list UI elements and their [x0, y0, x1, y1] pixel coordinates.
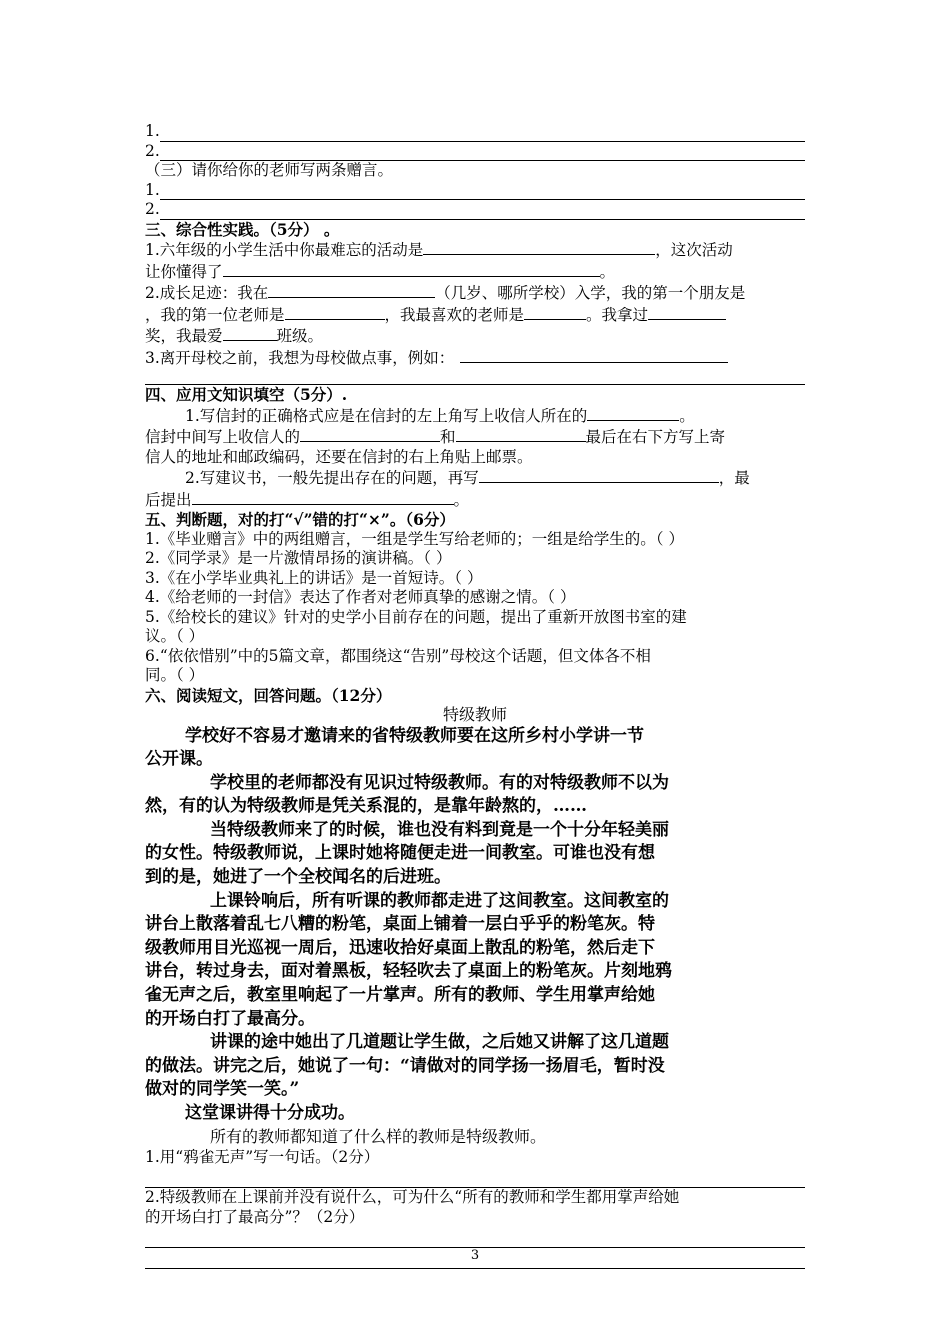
blank[interactable]	[423, 239, 655, 255]
question: 信人的地址和邮政编码，还要在信封的右上角贴上邮票。	[145, 447, 533, 466]
judgement-item: 6.“依依惜别”中的5篇文章，都围绕这“告别”母校这个话题，但文体各不相	[145, 646, 651, 665]
story-line: 所有的教师都知道了什么样的教师是特级教师。	[210, 1126, 547, 1146]
judgement-item: 议。（ ）	[145, 627, 205, 645]
question: 3.离开母校之前，我想为母校做点事，例如：	[145, 347, 805, 369]
judgement-item: 2.《同学录》是一片激情昂扬的演讲稿。（ ）	[145, 549, 452, 567]
section-title: 三、综合性实践。（5分） 。	[145, 219, 340, 239]
story-line: 的开场白打了最高分。	[145, 1008, 315, 1029]
story-line: 讲台，转过身去，面对着黑板，轻轻吹去了桌面上的粉笔灰。片刻地鸦	[145, 961, 672, 982]
answer-line[interactable]	[145, 368, 805, 385]
story-line: 学校里的老师都没有见识过特级教师。有的对特级教师不以为	[210, 772, 669, 793]
question: 后提出 。	[145, 490, 470, 509]
blank[interactable]	[160, 204, 805, 220]
blank[interactable]	[160, 126, 805, 142]
answer-line[interactable]: 1.	[145, 181, 805, 201]
question: 奖，我最爱 班级。	[145, 327, 324, 345]
story-line: 的女性。特级教师说，上课时她将随便走进一间教室。可谁也没有想	[145, 843, 655, 864]
story-line: 学校好不容易才邀请来的省特级教师要在这所乡村小学讲一节	[185, 725, 644, 746]
question: 2.成长足迹：我在 （几岁、哪所学校）入学，我的第一个朋友是	[145, 284, 746, 302]
question: ，我的第一位老师是 ，我最喜欢的老师是 。我拿过	[145, 304, 805, 326]
blank[interactable]	[300, 426, 440, 442]
judgement-item: 1.《毕业赠言》中的两组赠言，一组是学生写给老师的；一组是给学生的。（ ）	[145, 529, 684, 548]
story-line: 雀无声之后，教室里响起了一片掌声。所有的教师、学生用掌声给她	[145, 985, 655, 1006]
subsection-title: （三）请你给你的老师写两条赠言。	[145, 161, 394, 179]
story-line: 这堂课讲得十分成功。	[185, 1103, 355, 1123]
blank[interactable]	[587, 405, 679, 421]
answer-line[interactable]: 2.	[145, 142, 805, 162]
answer-line[interactable]	[145, 1227, 805, 1248]
blank[interactable]	[460, 347, 728, 363]
question: 1.用“鸦雀无声”写一句话。（2分）	[145, 1147, 380, 1166]
section-title: 四、应用文知识填空（5分）.	[145, 385, 348, 404]
judgement-item: 4.《给老师的一封信》表达了作者对老师真挚的感谢之情。（ ）	[145, 588, 576, 606]
story-line: 到的是，她进了一个全校闻名的后进班。	[145, 867, 451, 888]
page-number: 3	[470, 1248, 480, 1263]
judgement-item: 3.《在小学毕业典礼上的讲话》是一首短诗。（ ）	[145, 568, 483, 587]
blank[interactable]	[223, 325, 277, 341]
story-line: 然，有的认为特级教师是凭关系混的，是靠年龄熬的，……	[145, 796, 587, 817]
judgement-item: 5.《给校长的建议》针对的史学小目前存在的问题，提出了重新开放图书室的建	[145, 607, 687, 626]
judgement-item: 同。（ ）	[145, 666, 205, 684]
blank[interactable]	[160, 184, 805, 200]
blank[interactable]	[479, 467, 719, 483]
story-line: 级教师用目光巡视一周后，迅速收拾好桌面上散乱的粉笔，然后走下	[145, 937, 655, 958]
story-line: 当特级教师来了的时候，谁也没有料到竟是一个十分年轻美丽	[210, 819, 669, 840]
answer-line[interactable]: 2.	[145, 200, 805, 220]
answer-line[interactable]	[145, 1167, 805, 1188]
story-line: 公开课。	[145, 749, 213, 770]
question: 的开场白打了最高分”？（2分）	[145, 1207, 365, 1226]
question: 1.写信封的正确格式应是在信封的左上角写上收信人所在的 。	[185, 406, 695, 425]
question: 2.特级教师在上课前并没有说什么，可为什么“所有的教师和学生都用掌声给她	[145, 1188, 680, 1207]
question: 信封中间写上收信人的 和 最后在右下方写上寄	[145, 428, 726, 446]
blank[interactable]	[456, 426, 586, 442]
question: 1.六年级的小学生活中你最难忘的活动是 ，这次活动	[145, 241, 733, 259]
story-line: 讲课的途中她出了几道题让学生做，之后她又讲解了这几道题	[210, 1032, 669, 1053]
story-line: 的做法。讲完之后，她说了一句：“请做对的同学扬一扬眉毛，暂时没	[145, 1055, 665, 1076]
story-body	[145, 725, 805, 1126]
answer-line[interactable]: 1.	[145, 122, 805, 142]
story-line: 做对的同学笑一笑。”	[145, 1079, 300, 1100]
question: 让你懂得了 。	[145, 262, 616, 281]
section-title: 五、判断题，对的打“√”错的打“×”。（6分）	[145, 510, 455, 529]
blank[interactable]	[223, 261, 600, 277]
blank[interactable]	[192, 489, 454, 505]
blank[interactable]	[160, 145, 805, 161]
blank[interactable]	[648, 304, 726, 320]
blank[interactable]	[268, 282, 435, 298]
story-line: 讲台上散落着乱七八糟的粉笔，桌面上铺着一层白乎乎的粉笔灰。特	[145, 914, 655, 935]
question: 2.写建议书，一般先提出存在的问题，再写 ，最	[185, 469, 750, 487]
worksheet-page	[145, 122, 805, 1269]
blank[interactable]	[524, 304, 586, 320]
section-title: 六、阅读短文，回答问题。（12分）	[145, 685, 392, 705]
story-title: 特级教师	[442, 705, 507, 724]
blank[interactable]	[285, 304, 385, 320]
story-line: 上课铃响后，所有听课的教师都走进了这间教室。这间教室的	[210, 890, 669, 911]
